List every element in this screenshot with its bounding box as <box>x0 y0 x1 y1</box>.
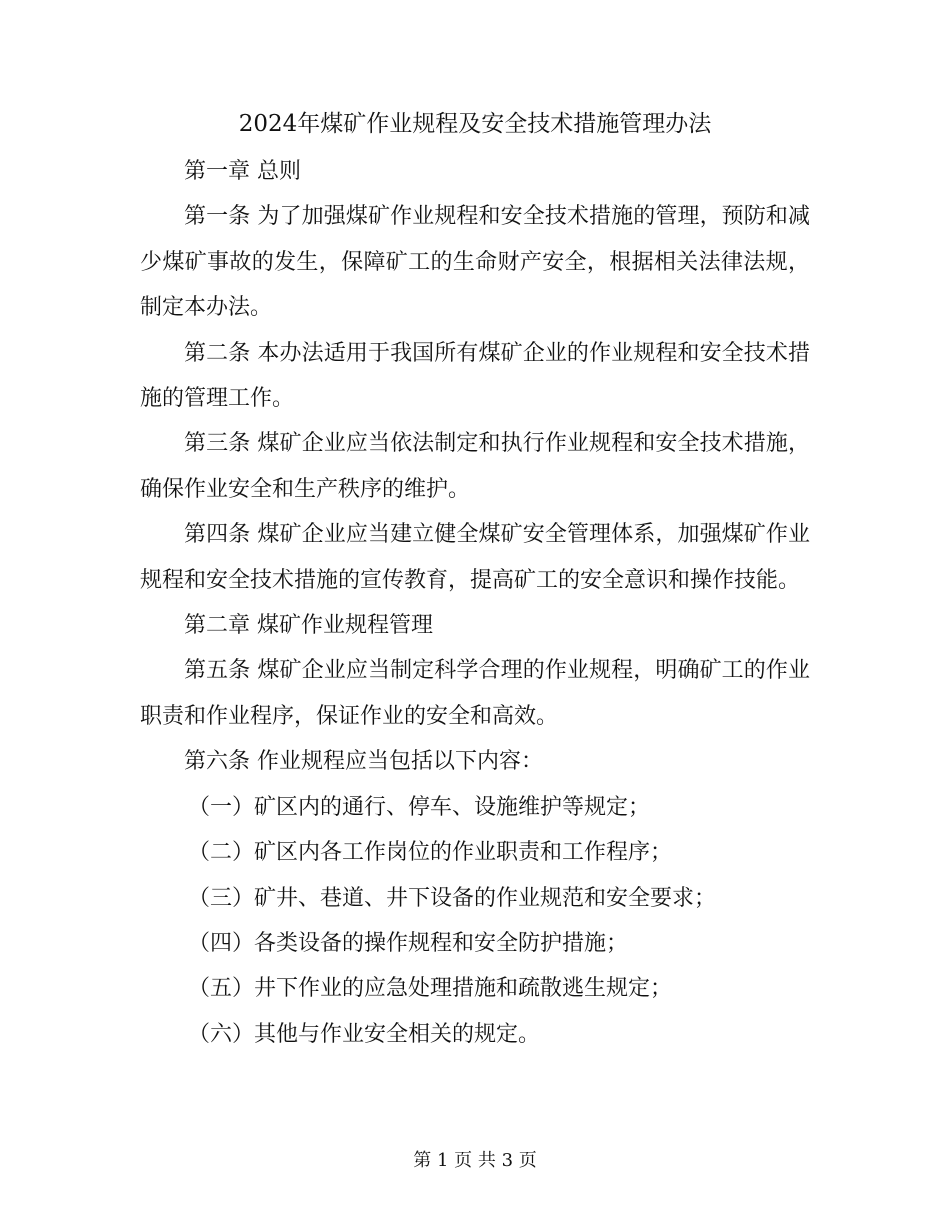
article-paragraph: 第一条 为了加强煤矿作业规程和安全技术措施的管理，预防和减少煤矿事故的发生，保障矿工的生命财产安全，根据相关法律法规，制定本办法。 <box>140 204 810 321</box>
page-indicator: 第 1 页 共 3 页 <box>413 1150 537 1171</box>
list-item: （四）各类设备的操作规程和安全防护措施； <box>188 930 629 956</box>
list-item: （六）其他与作业安全相关的规定。 <box>188 1021 541 1047</box>
list-item: （五）井下作业的应急处理措施和疏散逃生规定； <box>188 976 673 1002</box>
list-item: （一）矿区内的通行、停车、设施维护等规定； <box>188 794 651 820</box>
list-item: （二）矿区内各工作岗位的作业职责和工作程序； <box>188 840 673 866</box>
article-paragraph: 第三条 煤矿企业应当依法制定和执行作业规程和安全技术措施，确保作业安全和生产秩序的维护。 <box>140 431 810 502</box>
article-paragraph: 第四条 煤矿企业应当建立健全煤矿安全管理体系，加强煤矿作业规程和安全技术措施的宣传教育，提高矿工的安全意识和操作技能。 <box>140 522 810 593</box>
list-item: （三）矿井、巷道、井下设备的作业规范和安全要求； <box>188 885 717 911</box>
chapter-heading: 第二章 煤矿作业规程管理 <box>184 613 433 639</box>
article-paragraph: 第六条 作业规程应当包括以下内容： <box>184 749 543 775</box>
document-body <box>140 149 810 1057</box>
article-paragraph: 第二条 本办法适用于我国所有煤矿企业的作业规程和安全技术措施的管理工作。 <box>140 340 810 412</box>
chapter-heading: 第一章 总则 <box>184 159 301 184</box>
document-title: 2024年煤矿作业规程及安全技术措施管理办法 <box>238 111 712 137</box>
article-paragraph: 第五条 煤矿企业应当制定科学合理的作业规程，明确矿工的作业职责和作业程序，保证作业的安全和高效。 <box>140 658 810 729</box>
